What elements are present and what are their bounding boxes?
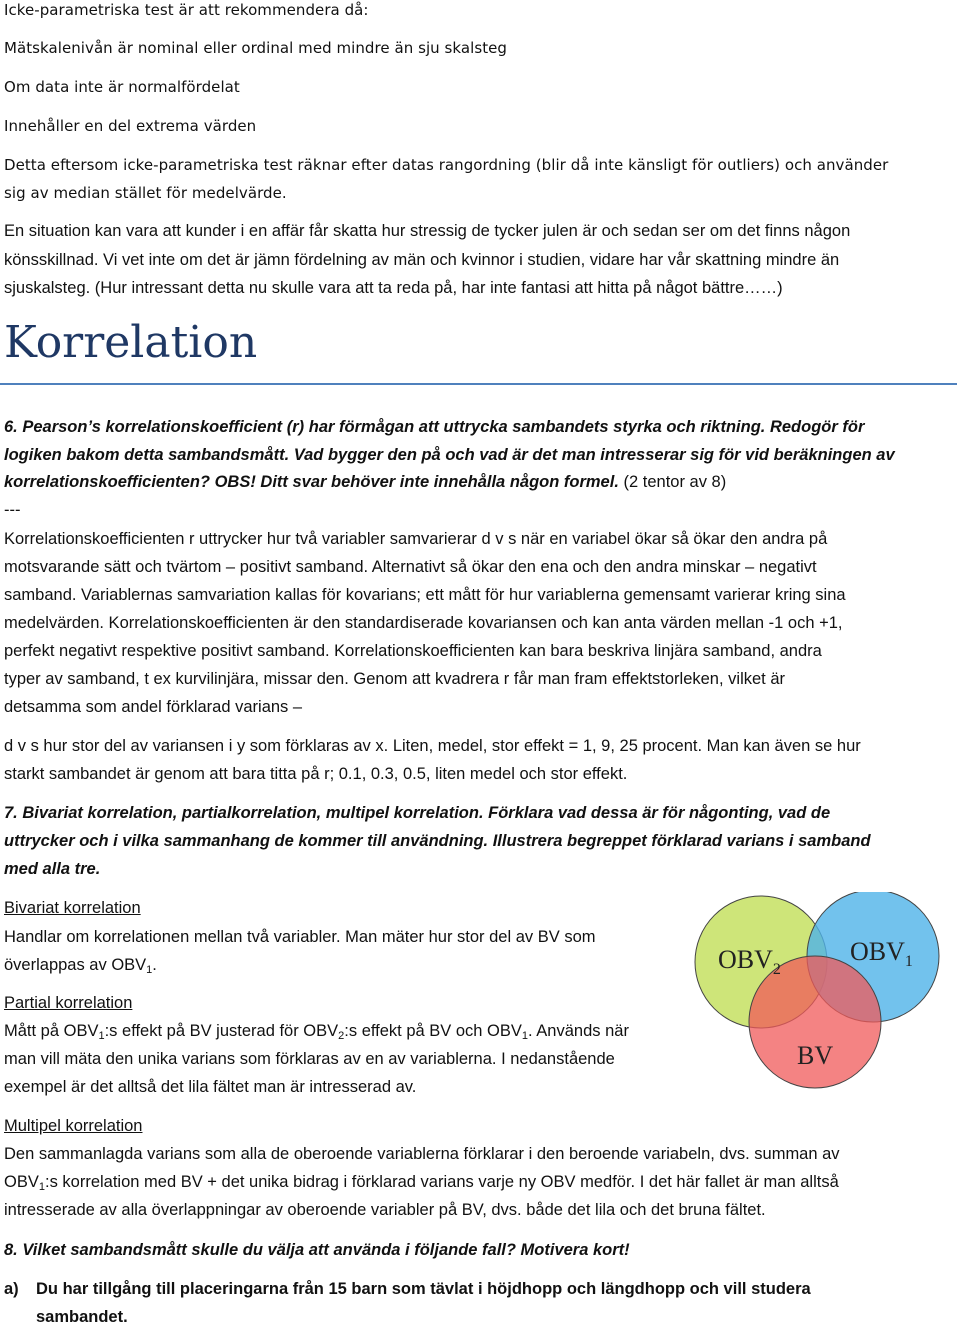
bivariat-line-1: Handlar om korrelationen mellan två variabler. Man mäter hur stor del av BV som: [4, 928, 596, 946]
multipel-sub: 1: [38, 1181, 45, 1193]
q6-answer-6: typer av samband, t ex kurvilinjära, missar den. Genom att kvadrera r får man fram effektstorleken, vilket är: [4, 670, 786, 688]
q6-answer-8: d v s hur stor del av variansen i y som förklaras av x. Liten, medel, stor effekt = 1, 9, 25 procent. Man kan även se hur: [4, 737, 861, 755]
multipel-heading: Multipel korrelation: [4, 1117, 143, 1135]
q6-line-3: [4, 472, 726, 492]
q6-answer-1: Korrelationskoefficienten r uttrycker hur två variabler samvarierar d v s när en variabel ökar så ökar den andra på: [4, 530, 828, 548]
partial-text-c: :s effekt på BV och OBV: [344, 1022, 522, 1040]
multipel-text-b: :s korrelation med BV + det unika bidrag i förklarad varians varje ny OBV medför. I det här fallet är man alltså: [44, 1173, 839, 1191]
bivariat-text: överlappas av OBV: [4, 956, 147, 974]
partial-line-3: exempel är det alltså det lila fältet man är intresserad av.: [4, 1078, 417, 1096]
partial-line-1: [4, 1021, 629, 1041]
partial-heading: Partial korrelation: [4, 994, 133, 1012]
venn-diagram: [690, 892, 940, 1092]
multipel-line-1: Den sammanlagda varians som alla de oberoende variablerna förklarar i den beroende variabeln, dvs. summan av: [4, 1145, 840, 1163]
partial-sub-1: 1: [98, 1030, 105, 1042]
multipel-line-3: intresserade av alla överlappningar av oberoende variabler på BV, dvs. både det lila och det bruna fältet.: [4, 1201, 766, 1219]
multipel-line-2: [4, 1172, 839, 1192]
q6-separator: ---: [4, 501, 21, 519]
example-line-2: könsskillnad. Vi vet inte om det är jämn fördelning av män och kvinnor i studien, vidare har vår skattning mindre än: [4, 251, 840, 269]
q8-a-line-1: Du har tillgång till placeringarna från 15 barn som tävlat i höjdhopp och längdhopp och vill studera: [36, 1280, 811, 1298]
q8-a-line-2: sambandet.: [36, 1308, 128, 1326]
multipel-text-a: OBV: [4, 1173, 39, 1191]
intro-line-4: Innehåller en del extrema värden: [4, 117, 257, 135]
example-line-1: En situation kan vara att kunder i en affär får skatta hur stressig de tycker julen är och sedan ser om det finns någon: [4, 222, 851, 240]
bivariat-period: .: [152, 956, 157, 974]
q7-line-3: med alla tre.: [4, 860, 101, 878]
venn-label-obv2: $OBV_2$: [718, 945, 781, 978]
q6-line-3-bold: korrelationskoefficienten? OBS! Ditt svar behöver inte innehålla någon formel.: [4, 473, 619, 491]
q6-answer-4: medelvärden. Korrelationskoefficienten är den standardiserade kovariansen och kan anta värden mellan -1 och +1,: [4, 614, 843, 632]
partial-sub-3: 1: [521, 1030, 529, 1042]
example-line-3: sjuskalsteg. (Hur intressant detta nu skulle vara att ta reda på, har inte fantasi att hitta på något bättre……): [4, 279, 783, 297]
q6-answer-3: samband. Variablernas samvariation kallas för kovarians; ett mått för hur variablerna gemensamt varierar kring sina: [4, 586, 846, 604]
partial-text-a: Mått på OBV: [4, 1022, 99, 1040]
q6-line-2: logiken bakom detta sambandsmått. Vad bygger den på och vad är det man intresserar sig för vid beräkningen av: [4, 446, 895, 464]
q6-answer-7: detsamma som andel förklarad varians –: [4, 698, 303, 716]
q8-title: 8. Vilket sambandsmått skulle du välja att använda i följande fall? Motivera kort!: [4, 1241, 630, 1259]
venn-label-bv: BV: [797, 1041, 834, 1070]
q6-answer-2: motsvarande sätt och tvärtom – positivt samband. Alternativt så ökar den ena och den andra minskar – negativt: [4, 558, 817, 576]
bivariat-heading: Bivariat korrelation: [4, 899, 141, 917]
partial-sub-2: 2: [338, 1030, 345, 1042]
intro-line-1: Icke-parametriska test är att rekommendera då:: [4, 1, 369, 19]
venn-label-obv1: $OBV_1$: [850, 937, 913, 970]
partial-line-2: man vill mäta den unika varians som förklaras av en av variablerna. I nedanstående: [4, 1050, 615, 1068]
q8-a-label: a): [4, 1280, 19, 1298]
intro-line-2: Mätskalenivån är nominal eller ordinal med mindre än sju skalsteg: [4, 39, 508, 57]
bivariat-line-2: [4, 955, 157, 975]
q7-line-1: 7. Bivariat korrelation, partialkorrelation, multipel korrelation. Förklara vad dessa är för någonting, vad de: [4, 804, 831, 822]
q7-line-2: uttrycker och i vilka sammanhang de kommer till användning. Illustrera begreppet förklarad varians i samband: [4, 832, 871, 850]
q6-answer-9: starkt sambandet är genom att bara titta på r; 0.1, 0.3, 0.5, liten medel och stor effekt.: [4, 765, 628, 783]
partial-text-d: . Används när: [528, 1022, 629, 1040]
q6-answer-5: perfekt negativt respektive positivt samband. Korrelationskoefficienten kan bara beskriva linjära samband, andra: [4, 642, 822, 660]
heading-divider: [0, 383, 957, 385]
q6-line-1: 6. Pearson’s korrelationskoefficient (r) har förmågan att uttrycka sambandets styrka och riktning. Redogör för: [4, 418, 865, 436]
bivariat-subscript: 1: [146, 964, 153, 976]
partial-text-b: :s effekt på BV justerad för OBV: [104, 1022, 339, 1040]
intro-line-5: Detta eftersom icke-parametriska test räknar efter datas rangordning (blir då inte känsligt för outliers) och använder: [4, 156, 889, 174]
q6-line-3-note: (2 tentor av 8): [618, 473, 727, 491]
page-heading: Korrelation: [4, 317, 258, 368]
intro-line-6: sig av median stället för medelvärde.: [4, 184, 287, 202]
intro-line-3: Om data inte är normalfördelat: [4, 78, 240, 96]
